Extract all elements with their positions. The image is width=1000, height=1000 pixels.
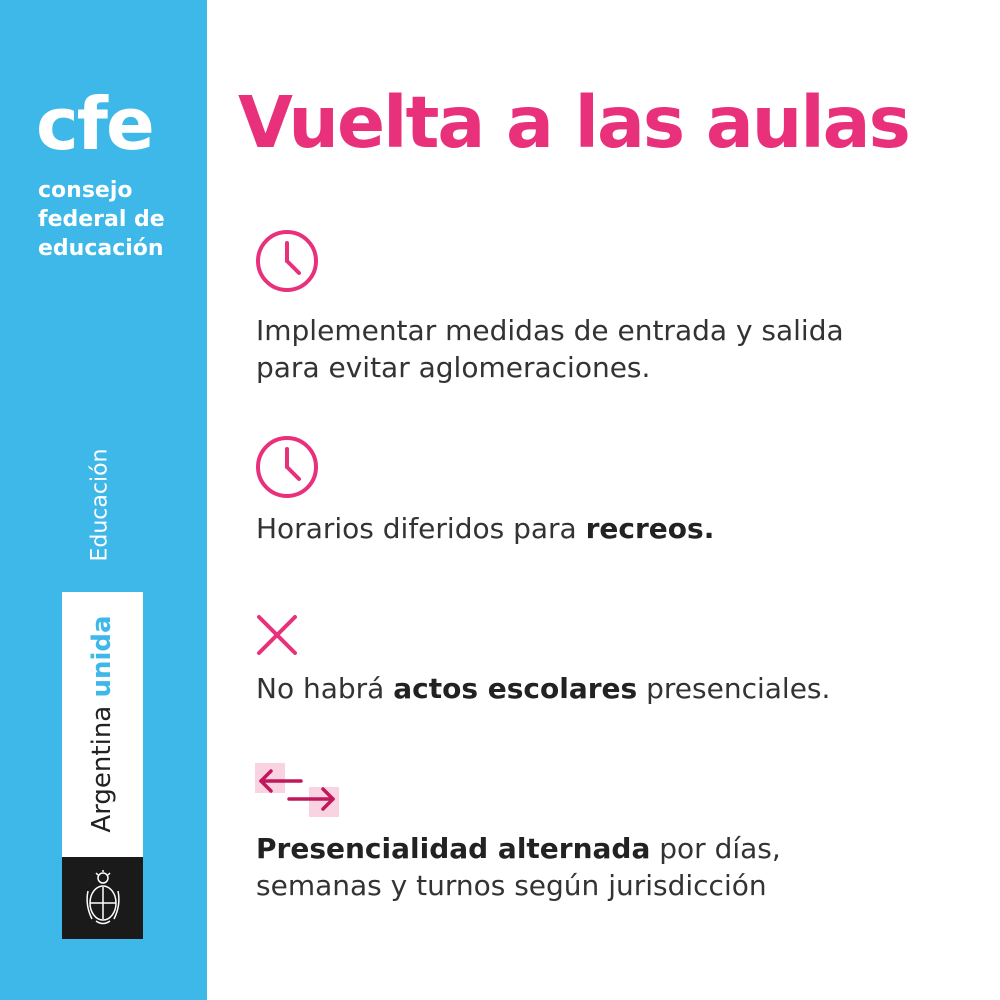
cfe-logo-subtitle [38, 176, 165, 263]
item-4-line-2: semanas y turnos según jurisdicción [256, 869, 767, 902]
item-school-acts [256, 670, 976, 707]
item-3-bold: actos escolares [393, 672, 638, 705]
national-coat-of-arms-icon [84, 869, 122, 927]
item-4-line-1 [256, 830, 976, 867]
item-4-post: por días, [650, 832, 781, 865]
clock-icon [255, 435, 319, 499]
page-title: Vuelta a las aulas [238, 81, 909, 164]
item-4-bold: Presencialidad alternada [256, 832, 651, 865]
item-3-post: presenciales. [637, 672, 831, 705]
item-1-line-1: Implementar medidas de entrada y salida [256, 314, 844, 347]
education-vertical-label: Educación [87, 448, 113, 562]
logo-line-3: educación [38, 236, 164, 261]
swap-arrows-icon [255, 763, 339, 819]
item-recess [256, 510, 976, 547]
cfe-logo: cfe [36, 82, 153, 166]
clock-icon [255, 229, 319, 293]
argentina-unida-brand [87, 615, 117, 832]
brand-prefix: Argentina [87, 705, 117, 833]
emblem-panel [62, 857, 143, 939]
logo-line-2: federal de [38, 207, 165, 232]
sidebar [0, 0, 207, 1000]
logo-line-1: consejo [38, 178, 133, 203]
item-2-bold: recreos. [585, 512, 715, 545]
item-alternating-attendance [256, 830, 976, 904]
item-3-pre: No habrá [256, 672, 394, 705]
item-entry-exit [256, 312, 976, 386]
item-1-line-2: para evitar aglomeraciones. [256, 351, 651, 384]
brand-accent: unida [87, 615, 117, 698]
item-2-text: Horarios diferidos para [256, 512, 586, 545]
close-x-icon [256, 614, 298, 656]
